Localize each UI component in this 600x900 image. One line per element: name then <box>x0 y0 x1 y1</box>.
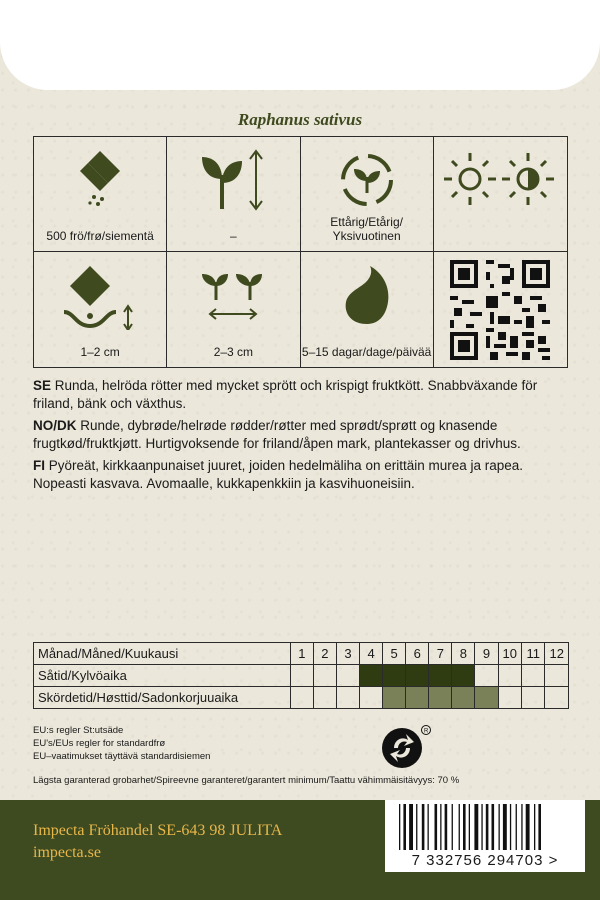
sow-cell <box>545 665 569 687</box>
sow-cell <box>429 665 452 687</box>
barcode-bar <box>538 804 541 850</box>
barcode-bar <box>435 804 438 850</box>
sow-cell <box>383 665 406 687</box>
barcode-bar <box>510 804 511 850</box>
cell-days <box>301 252 434 367</box>
barcode-bar <box>526 804 530 850</box>
barcode-bar <box>409 804 413 850</box>
month-cell: 7 <box>429 643 452 665</box>
harvest-row-label: Skördetid/Høsttid/Sadonkorjuuaika <box>34 687 291 709</box>
desc-no <box>33 417 573 453</box>
hang-hole-cutout <box>0 0 600 90</box>
days-label: 5–15 dagar/dage/päivää <box>301 345 432 359</box>
barcode-bar <box>459 804 460 850</box>
plant-spacing-icon <box>198 264 268 324</box>
barcode-bar <box>440 804 441 850</box>
month-cell: 1 <box>290 643 313 665</box>
sow-cell <box>336 665 359 687</box>
barcode-bar <box>534 804 535 850</box>
calendar-harvest-row <box>34 687 569 709</box>
description <box>33 377 573 497</box>
barcode-bar <box>445 804 448 850</box>
harvest-cell <box>406 687 429 709</box>
seeds-label: 500 frö/frø/siementä <box>46 229 154 243</box>
barcode-bar <box>516 804 517 850</box>
calendar-sow-row <box>34 665 569 687</box>
company-website[interactable]: impecta.se <box>33 844 101 861</box>
eu-rules-line: EU's/EUs regler for standardfrø <box>33 738 166 749</box>
sowing-calendar <box>33 642 569 709</box>
cell-life <box>301 137 434 252</box>
harvest-cell <box>313 687 336 709</box>
green-dot-recycle-icon <box>380 724 432 770</box>
desc-se-text: Runda, helröda rötter med mycket sprött och krispigt fruktkött. Snabbväxande för friland, bänk och växthus. <box>33 378 538 411</box>
harvest-cell <box>498 687 522 709</box>
barcode-bar <box>416 804 417 850</box>
month-cell: 10 <box>498 643 522 665</box>
harvest-cell <box>429 687 452 709</box>
barcode-bar <box>422 804 425 850</box>
barcode-bar <box>503 804 507 850</box>
eu-rules-line: EU–vaatimukset täyttävä standardisiemen <box>33 751 211 762</box>
barcode-bar <box>469 804 470 850</box>
qr-code-icon <box>450 260 550 360</box>
month-cell: 8 <box>452 643 475 665</box>
sowing-depth-icon <box>60 264 140 330</box>
barcode-bar <box>428 804 429 850</box>
barcode-bar <box>399 804 400 850</box>
lang-code-se: SE <box>33 378 52 393</box>
month-cell: 12 <box>545 643 569 665</box>
month-cell: 11 <box>522 643 545 665</box>
sow-cell <box>360 665 383 687</box>
desc-se <box>33 377 573 413</box>
life-label: Ettårig/Etårig/ Yksivuotinen <box>330 215 403 243</box>
seed-packet-icon <box>70 149 130 209</box>
cell-seeds <box>34 137 167 252</box>
eu-rules <box>33 724 210 763</box>
sow-cell <box>290 665 313 687</box>
svg-text:R: R <box>424 728 429 735</box>
barcode-bar <box>521 804 522 850</box>
lang-code-fi: FI <box>33 458 45 473</box>
company-address: Impecta Fröhandel SE-643 98 JULITA <box>33 822 283 839</box>
company-info <box>33 820 282 864</box>
height-label: – <box>230 229 237 243</box>
barcode-bar <box>452 804 453 850</box>
plant-height-icon <box>198 149 268 211</box>
month-cell: 3 <box>336 643 359 665</box>
calendar-month-row <box>34 643 569 665</box>
barcode-bar <box>486 804 489 850</box>
harvest-cell <box>336 687 359 709</box>
lang-code-no: NO/DK <box>33 418 77 433</box>
desc-no-text: Runde, dybrøde/helrøde rødder/røtter med sprødt/sprøtt og knasende frugtkød/fruktkjøtt. Hurtigvoksende for friland/åpen mark, plantekasser og drivhus. <box>33 418 521 451</box>
barcode-bar <box>499 804 500 850</box>
barcode-bar <box>481 804 482 850</box>
cell-sun <box>434 137 567 252</box>
eu-rules-line: EU:s regler St:utsäde <box>33 725 124 736</box>
desc-fi-text: Pyöreät, kirkkaanpunaiset juuret, joiden hedelmäliha on erittäin murea ja rapea. Nopeasti kasvava. Avomaalle, kukkapenkkiin ja kasvihuoneisiin. <box>33 458 524 491</box>
harvest-cell <box>360 687 383 709</box>
barcode-bar <box>492 804 495 850</box>
species-name: Raphanus sativus <box>237 110 363 129</box>
barcode-bar <box>403 804 406 850</box>
cell-qr <box>434 252 567 367</box>
sow-cell <box>452 665 475 687</box>
harvest-cell <box>383 687 406 709</box>
sow-cell <box>406 665 429 687</box>
harvest-cell <box>545 687 569 709</box>
cell-height <box>167 137 300 252</box>
sow-row-label: Såtid/Kylvöaika <box>34 665 291 687</box>
month-cell: 5 <box>383 643 406 665</box>
month-cell: 4 <box>360 643 383 665</box>
cell-spacing <box>167 252 300 367</box>
annual-cycle-icon <box>336 149 398 211</box>
month-row-label: Månad/Måned/Kuukausi <box>34 643 291 665</box>
germination-rate: Lägsta garanterad grobarhet/Spireevne garanteret/garantert minimum/Taattu vähimmäisitävyys: 70 % <box>33 775 460 786</box>
harvest-cell <box>290 687 313 709</box>
barcode-bars <box>385 800 585 852</box>
sow-cell <box>313 665 336 687</box>
spacing-label: 2–3 cm <box>213 345 254 359</box>
depth-label: 1–2 cm <box>80 345 120 359</box>
icon-grid <box>33 136 568 368</box>
sow-cell <box>498 665 522 687</box>
germination-days-icon <box>342 264 392 326</box>
harvest-cell <box>475 687 498 709</box>
month-cell: 6 <box>406 643 429 665</box>
barcode-bar <box>474 804 478 850</box>
harvest-cell <box>522 687 545 709</box>
barcode-bar <box>463 804 466 850</box>
desc-fi <box>33 457 573 493</box>
month-cell: 2 <box>313 643 336 665</box>
month-cell: 9 <box>475 643 498 665</box>
cell-depth <box>34 252 167 367</box>
barcode-number: 7 332756 294703 > <box>385 850 585 872</box>
sun-halfshade-icon <box>440 149 560 209</box>
sow-cell <box>522 665 545 687</box>
sow-cell <box>475 665 498 687</box>
harvest-cell <box>452 687 475 709</box>
